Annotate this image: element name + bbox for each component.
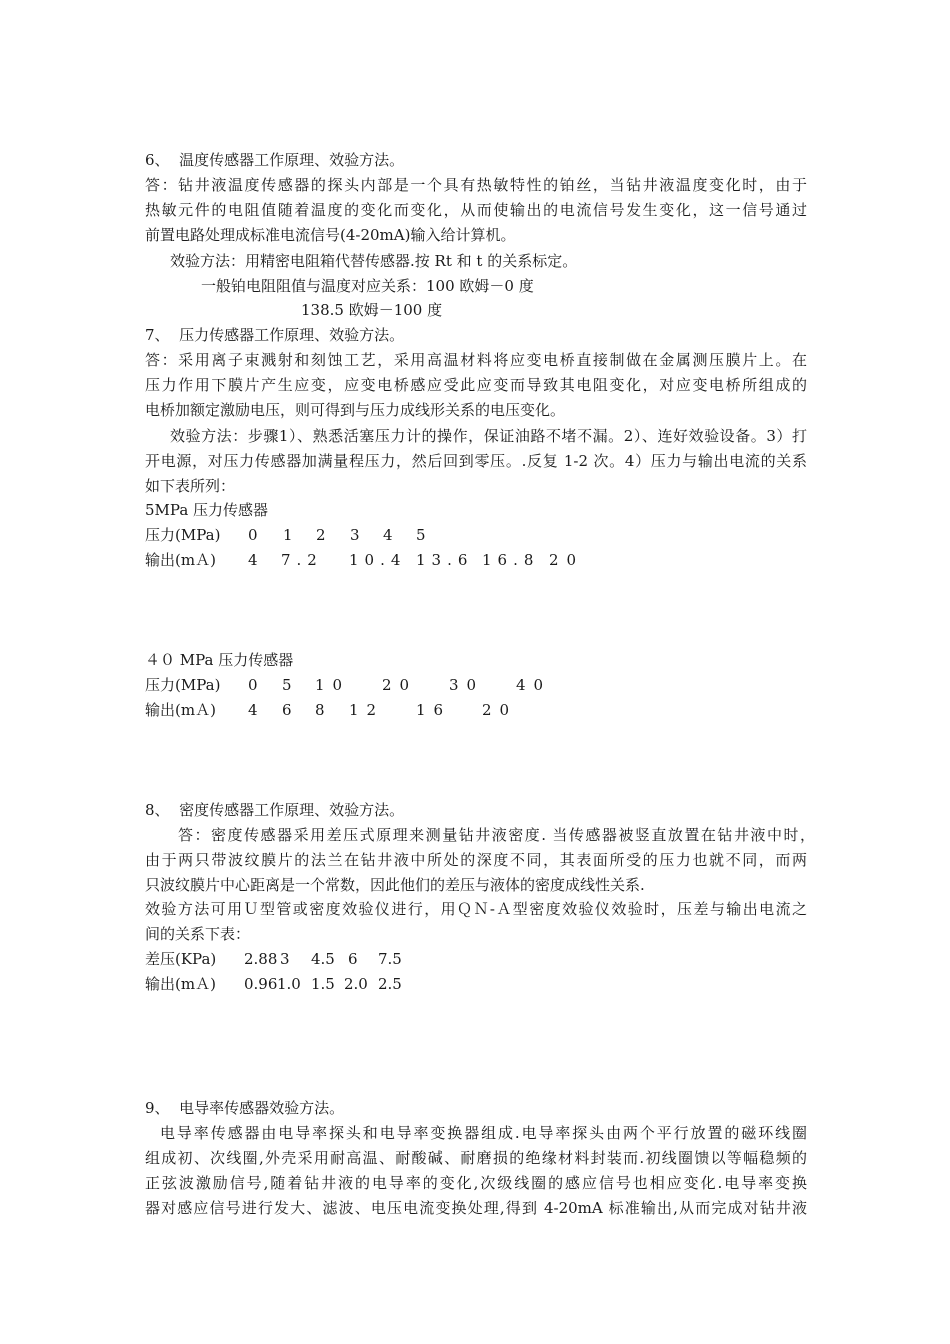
table-cell: 1.0 bbox=[277, 975, 301, 993]
table-5mpa-title: 5MPa 压力传感器 bbox=[145, 501, 269, 519]
table-cell: 10.4 bbox=[349, 551, 407, 569]
table-cell: 5 bbox=[282, 676, 292, 694]
table-cell: 4.5 bbox=[311, 950, 335, 968]
table-cell: 0 bbox=[248, 526, 258, 544]
table-cell: 3 bbox=[280, 950, 290, 968]
table-cell: 4 bbox=[248, 551, 258, 569]
q7-method-line: 如下表所列： bbox=[145, 477, 236, 495]
table-cell: 4 bbox=[383, 526, 393, 544]
table-cell: 2.0 bbox=[344, 975, 368, 993]
table-cell: 30 bbox=[449, 676, 485, 694]
q8-answer-line: 答：密度传感器采用差压式原理来测量钻井液密度. 当传感器被竖直放置在钻井液中时， bbox=[178, 826, 815, 844]
table-cell: 20 bbox=[482, 701, 518, 719]
q7-title: 7、 压力传感器工作原理、效验方法。 bbox=[145, 326, 405, 344]
q7-answer-line: 电桥加额定激励电压，则可得到与压力成线形关系的电压变化。 bbox=[145, 401, 566, 419]
q7-answer-line: 答：采用离子束溅射和刻蚀工艺，采用高温材料将应变电桥直接制做在金属测压膜片上。在 bbox=[145, 351, 807, 369]
table-cell: 5 bbox=[416, 526, 426, 544]
table-5mpa-output-label: 输出(mＡ) bbox=[145, 551, 216, 569]
table-cell: 4 bbox=[248, 701, 258, 719]
table-40mpa-pressure-label: 压力(MPa) bbox=[145, 676, 221, 694]
q6-relation: 一般铂电阻阻值与温度对应关系：100 欧姆－0 度 bbox=[201, 277, 534, 295]
q6-method: 效验方法：用精密电阻箱代替传感器.按 Rt 和 t 的关系标定。 bbox=[170, 252, 578, 270]
table-cell: 16.8 bbox=[482, 551, 540, 569]
q7-answer-line: 压力作用下膜片产生应变，应变电桥感应受此应变而导致其电阻变化，对应变电桥所组成的 bbox=[145, 376, 807, 394]
table-cell: 6 bbox=[348, 950, 358, 968]
table-cell: 0.96 bbox=[244, 975, 278, 993]
q9-body-line: 电导率传感器由电导率探头和电导率变换器组成.电导率探头由两个平行放置的磁环线圈 bbox=[160, 1124, 807, 1142]
table-cell: 20 bbox=[382, 676, 418, 694]
q8-answer-line: 只波纹膜片中心距离是一个常数，因此他们的差压与液体的密度成线性关系. bbox=[145, 876, 645, 894]
table-cell: 8 bbox=[315, 701, 325, 719]
table-cell: 6 bbox=[282, 701, 292, 719]
table-cell: 1 bbox=[283, 526, 293, 544]
table-cell: 40 bbox=[516, 676, 552, 694]
q8-answer-line: 由于两只带波纹膜片的法兰在钻井液中所处的深度不同，其表面所受的压力也就不同，而两 bbox=[145, 851, 807, 869]
table-cell: 1.5 bbox=[311, 975, 335, 993]
table-40mpa-title: ４０ MPa 压力传感器 bbox=[145, 651, 294, 669]
table-cell: 10 bbox=[315, 676, 351, 694]
table-cell: 13.6 bbox=[416, 551, 474, 569]
table-cell: 16 bbox=[416, 701, 452, 719]
q9-body-line: 组成初、次线圈,外壳采用耐高温、耐酸碱、耐磨损的绝缘材料封装而.初线圈馈以等幅稳频的 bbox=[145, 1149, 807, 1167]
q9-body-line: 器对感应信号进行发大、滤波、电压电流变换处理,得到 4-20mA 标准输出,从而完成对钻井液 bbox=[145, 1199, 807, 1217]
table-cell: 12 bbox=[349, 701, 385, 719]
table-5mpa-pressure-label: 压力(MPa) bbox=[145, 526, 221, 544]
table-cell: 20 bbox=[549, 551, 585, 569]
q9-title: 9、 电导率传感器效验方法。 bbox=[145, 1099, 345, 1117]
table-cell: 0 bbox=[248, 676, 258, 694]
q7-method-line: 效验方法：步骤1）、熟悉活塞压力计的操作，保证油路不堵不漏。2）、连好效验设备。3）打 bbox=[170, 427, 807, 445]
q6-title: 6、 温度传感器工作原理、效验方法。 bbox=[145, 151, 405, 169]
q6-answer-line: 答：钻井液温度传感器的探头内部是一个具有热敏特性的铂丝，当钻井液温度变化时，由于 bbox=[145, 176, 807, 194]
table-cell: 2 bbox=[316, 526, 326, 544]
table-cell: 2.5 bbox=[378, 975, 402, 993]
q6-answer-line: 热敏元件的电阻值随着温度的变化而变化，从而使输出的电流信号发生变化，这一信号通过 bbox=[145, 201, 807, 219]
q7-method-line: 开电源，对压力传感器加满量程压力，然后回到零压。.反复 1-2 次。4）压力与输出电流的关系 bbox=[145, 452, 807, 470]
table-40mpa-output-label: 输出(mＡ) bbox=[145, 701, 216, 719]
q8-output-label: 输出(mＡ) bbox=[145, 975, 216, 993]
q8-title: 8、 密度传感器工作原理、效验方法。 bbox=[145, 801, 405, 819]
q9-body-line: 正弦波激励信号,随着钻井液的电导率的变化,次级线圈的感应信号也相应变化.电导率变换 bbox=[145, 1174, 807, 1192]
q6-relation: 138.5 欧姆－100 度 bbox=[301, 301, 443, 319]
table-cell: 2.88 bbox=[244, 950, 278, 968]
q8-pressure-label: 差压(KPa) bbox=[145, 950, 217, 968]
q8-method-line: 间的关系下表： bbox=[145, 925, 251, 943]
table-cell: 7.5 bbox=[378, 950, 402, 968]
q8-method-line: 效验方法可用Ｕ型管或密度效验仪进行，用ＱＮ-Ａ型密度效验仪效验时，压差与输出电流之 bbox=[145, 900, 807, 918]
table-cell: 3 bbox=[350, 526, 360, 544]
table-cell: 7.2 bbox=[281, 551, 323, 569]
q6-answer-line: 前置电路处理成标准电流信号(4-20mA)输入给计算机。 bbox=[145, 226, 516, 244]
